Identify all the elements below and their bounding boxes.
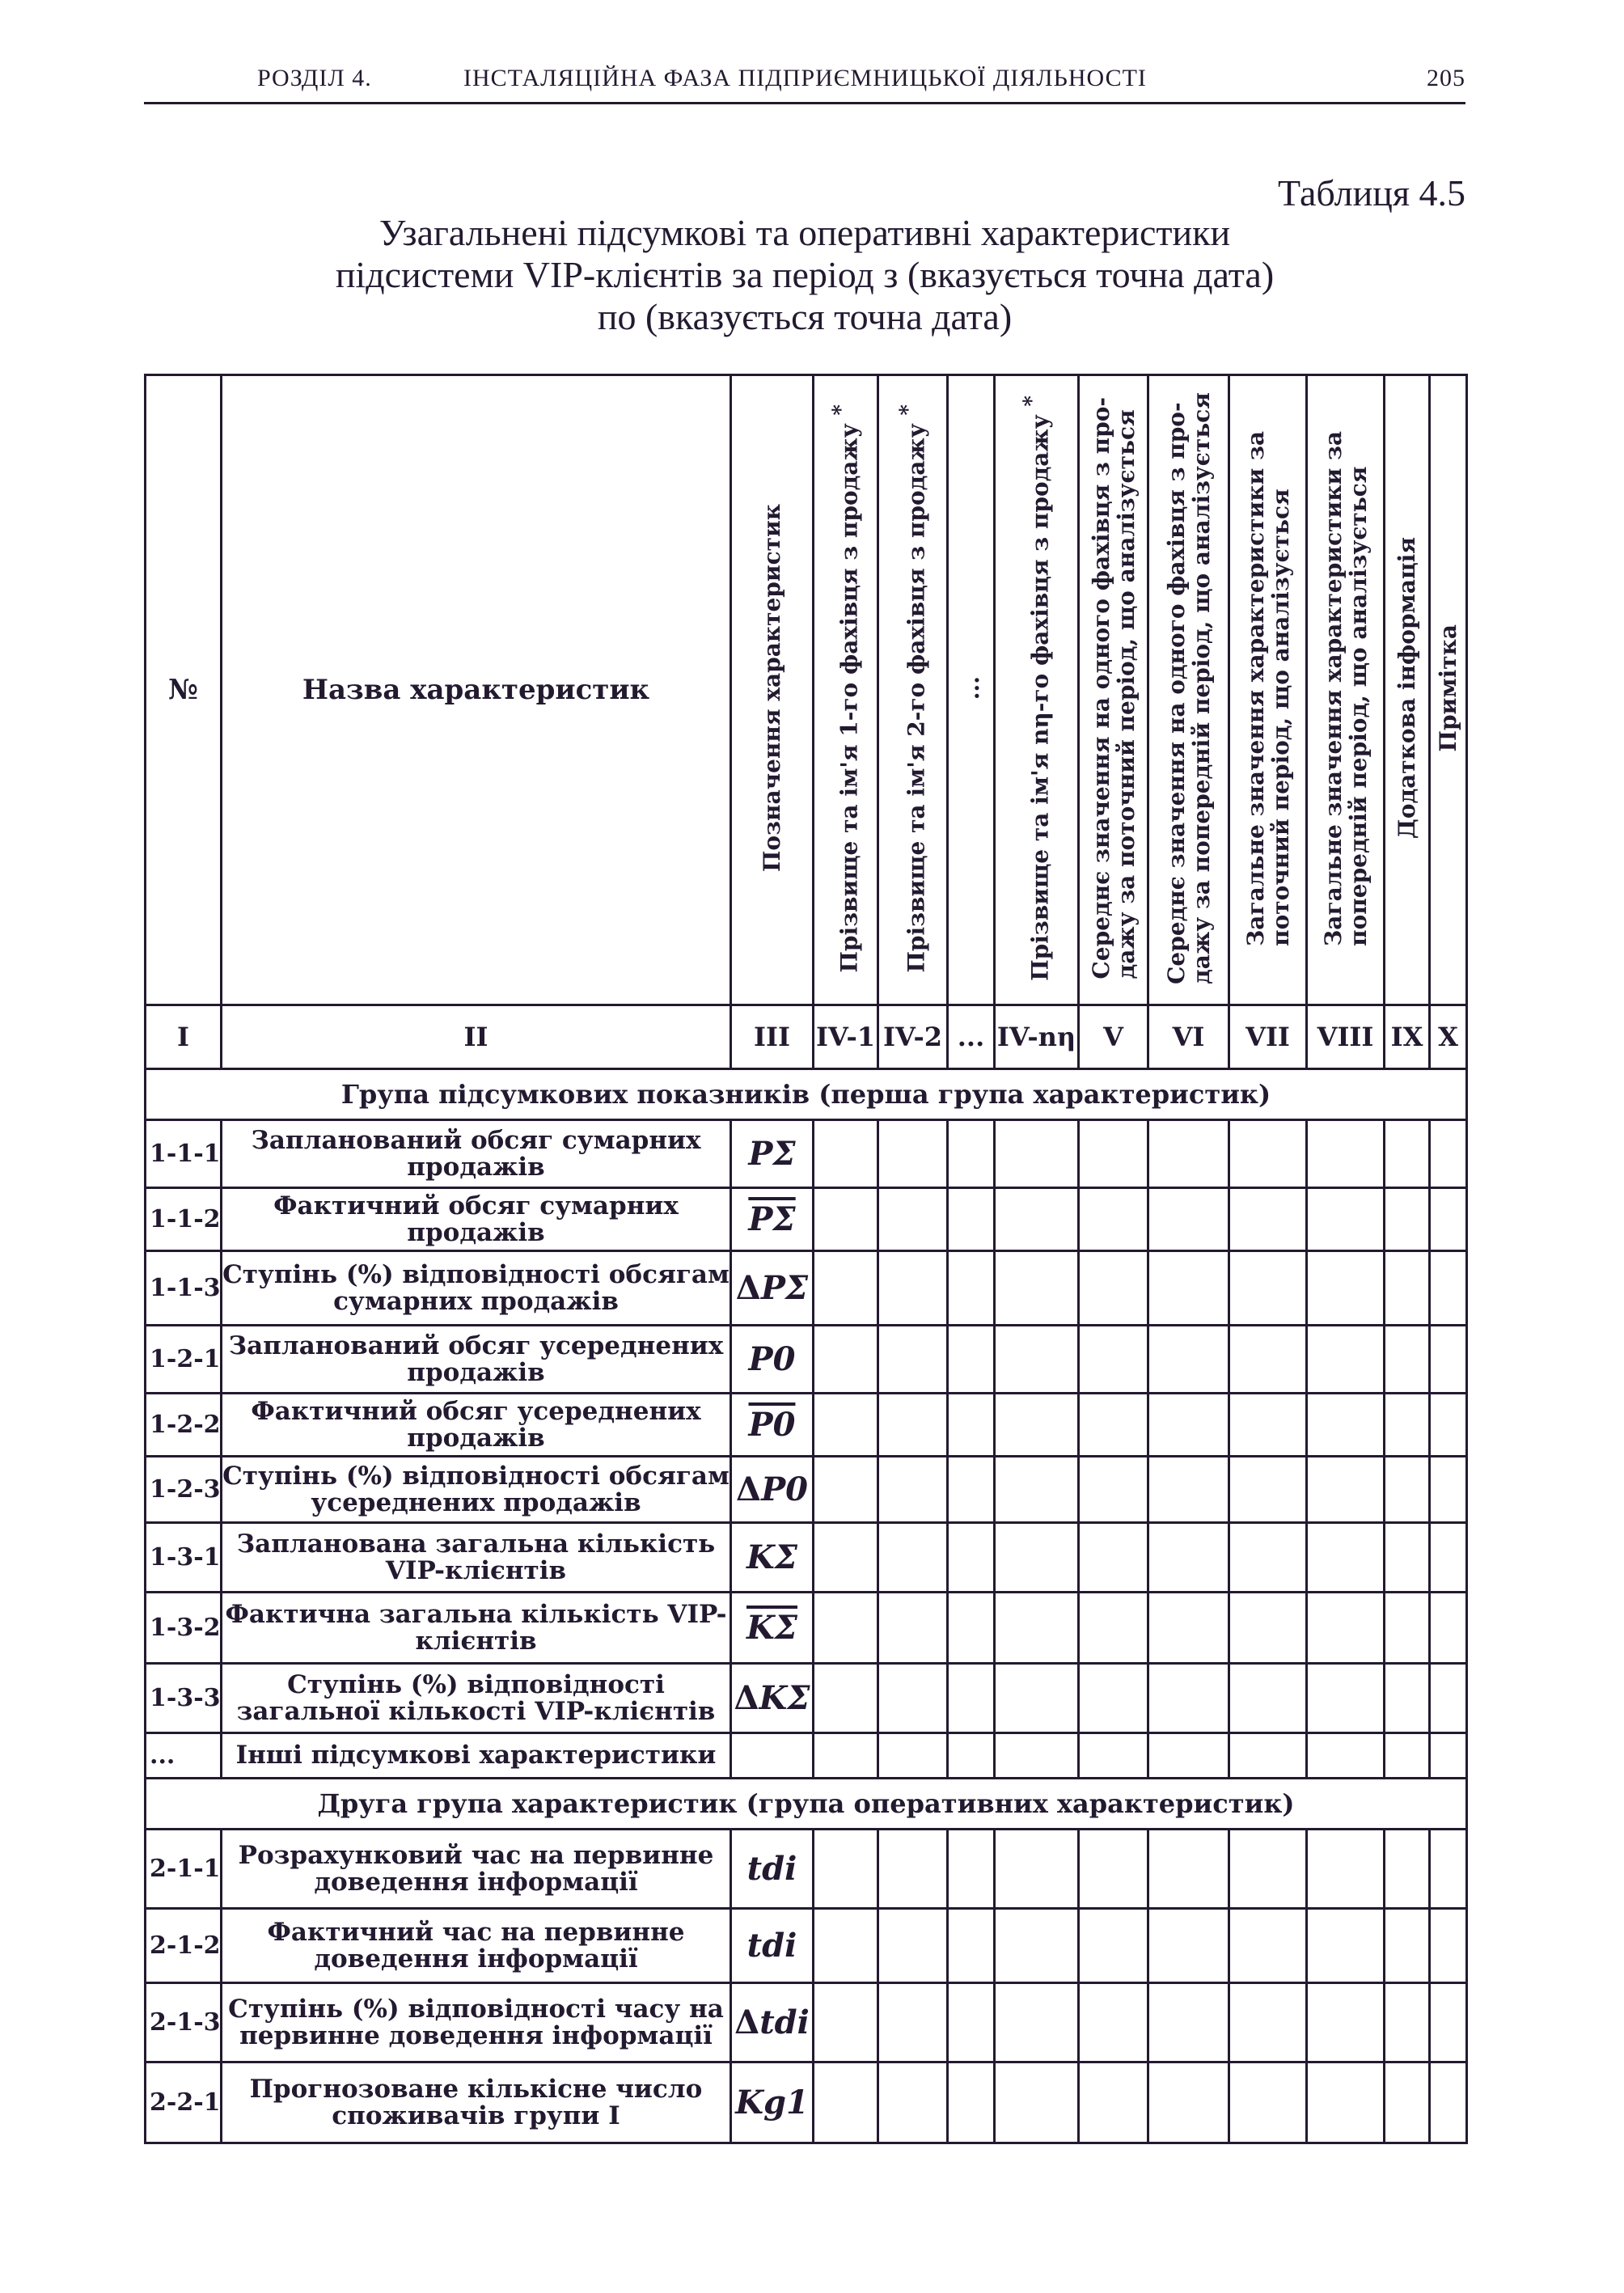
empty-cell: [814, 1983, 878, 2062]
empty-cell: [1430, 1593, 1467, 1664]
empty-cell: [1430, 1523, 1467, 1593]
empty-cell: [814, 1120, 878, 1188]
row-number: 2-1-2: [146, 1909, 222, 1983]
empty-cell: [948, 1983, 995, 2062]
empty-cell: [1430, 1664, 1467, 1733]
empty-cell: [1385, 2062, 1430, 2143]
header-note: Примітка: [1430, 375, 1467, 1005]
roman-cell: IX: [1385, 1005, 1430, 1069]
row-name: Фактичний час на первинне доведення інформації: [222, 1909, 731, 1983]
empty-cell: [995, 1394, 1079, 1457]
empty-cell: [814, 1733, 878, 1779]
empty-cell: [948, 2062, 995, 2143]
roman-cell: VIII: [1307, 1005, 1385, 1069]
empty-cell: [814, 1188, 878, 1251]
table-caption: [146, 212, 1464, 338]
empty-cell: [1385, 1457, 1430, 1523]
empty-cell: [1079, 1457, 1148, 1523]
group-row: [146, 1069, 1467, 1120]
row-symbol: Δ tdi: [731, 1983, 814, 2062]
row-name: Ступінь (%) відповідності загальної кількості VIP-клієнтів: [222, 1664, 731, 1733]
header-row: [146, 375, 1467, 1005]
empty-cell: [878, 1251, 948, 1326]
empty-cell: [948, 1830, 995, 1909]
empty-cell: [814, 1664, 878, 1733]
header-specialist-n: Прізвище та ім'я nη-го фахівця з продажу *: [995, 375, 1079, 1005]
header-avg-current: Середнє значення на одного фахівця з про- дажу за поточний період, що аналізується: [1079, 375, 1148, 1005]
empty-cell: [1385, 1909, 1430, 1983]
empty-cell: [1079, 1251, 1148, 1326]
roman-cell: VII: [1229, 1005, 1307, 1069]
row-name: Фактична загальна кількість VIP-клієнтів: [222, 1593, 731, 1664]
row-number: 1-2-2: [146, 1394, 222, 1457]
characteristics-table: [144, 374, 1468, 2144]
table-row: [146, 1457, 1467, 1523]
empty-cell: [995, 1664, 1079, 1733]
empty-cell: [1385, 1664, 1430, 1733]
empty-cell: [1148, 1523, 1229, 1593]
header-total-current: Загальне значення характеристики за поточний період, що аналізується: [1229, 375, 1307, 1005]
empty-cell: [1307, 1457, 1385, 1523]
row-name: Ступінь (%) відповідності часу на первинне доведення інформації: [222, 1983, 731, 2062]
empty-cell: [1430, 1909, 1467, 1983]
empty-cell: [1079, 1830, 1148, 1909]
row-name: Ступінь (%) відповідності обсягам усереднених продажів: [222, 1457, 731, 1523]
roman-numeral-row: [146, 1005, 1467, 1069]
row-name: Запланований обсяг сумарних продажів: [222, 1120, 731, 1188]
empty-cell: [1430, 1457, 1467, 1523]
empty-cell: [1079, 2062, 1148, 2143]
empty-cell: [814, 1909, 878, 1983]
empty-cell: [878, 1983, 948, 2062]
empty-cell: [1307, 1664, 1385, 1733]
table-row: [146, 1593, 1467, 1664]
running-header-chapter: ІНСТАЛЯЦІЙНА ФАЗА ПІДПРИЄМНИЦЬКОЇ ДІЯЛЬНОСТІ: [463, 65, 1147, 91]
empty-cell: [1307, 1326, 1385, 1394]
empty-cell: [878, 1593, 948, 1664]
table-row: [146, 2062, 1467, 2143]
empty-cell: [948, 1457, 995, 1523]
caption-line: підсистеми VIP-клієнтів за період з (вказується точна дата): [335, 254, 1275, 295]
table-row: [146, 1120, 1467, 1188]
empty-cell: [1430, 1326, 1467, 1394]
empty-cell: [1148, 1457, 1229, 1523]
row-number: 1-2-1: [146, 1326, 222, 1394]
empty-cell: [1430, 2062, 1467, 2143]
roman-cell: X: [1430, 1005, 1467, 1069]
empty-cell: [814, 1394, 878, 1457]
empty-cell: [995, 1120, 1079, 1188]
table-row: [146, 1830, 1467, 1909]
roman-cell: IV-1: [814, 1005, 878, 1069]
empty-cell: [1385, 1983, 1430, 2062]
empty-cell: [1148, 1326, 1229, 1394]
empty-cell: [1148, 1593, 1229, 1664]
empty-cell: [1079, 1523, 1148, 1593]
header-total-previous: Загальне значення характеристики за попередній період, що аналізується: [1307, 375, 1385, 1005]
empty-cell: [1079, 1733, 1148, 1779]
empty-cell: [948, 1733, 995, 1779]
empty-cell: [1430, 1983, 1467, 2062]
page-number: 205: [1427, 65, 1465, 91]
group-title: Друга група характеристик (група оперативних характеристик): [146, 1779, 1467, 1830]
roman-cell: I: [146, 1005, 222, 1069]
empty-cell: [1079, 1120, 1148, 1188]
empty-cell: [1229, 1457, 1307, 1523]
empty-cell: [1229, 1830, 1307, 1909]
empty-cell: [1079, 1664, 1148, 1733]
roman-cell: IV-2: [878, 1005, 948, 1069]
empty-cell: [1229, 2062, 1307, 2143]
empty-cell: [1430, 1733, 1467, 1779]
empty-cell: [995, 1326, 1079, 1394]
table-row: [146, 1326, 1467, 1394]
empty-cell: [948, 1664, 995, 1733]
header-specialist-1: Прізвище та ім'я 1-го фахівця з продажу *: [814, 375, 878, 1005]
row-name: Запланована загальна кількість VIP-клієнтів: [222, 1523, 731, 1593]
empty-cell: [1079, 1593, 1148, 1664]
row-number: ...: [146, 1733, 222, 1779]
empty-cell: [1229, 1909, 1307, 1983]
table-row: [146, 1983, 1467, 2062]
table-row: [146, 1394, 1467, 1457]
roman-cell: II: [222, 1005, 731, 1069]
empty-cell: [1385, 1830, 1430, 1909]
row-name: Фактичний обсяг сумарних продажів: [222, 1188, 731, 1251]
empty-cell: [1079, 1188, 1148, 1251]
row-symbol: Δ PΣ: [731, 1251, 814, 1326]
group-row: [146, 1779, 1467, 1830]
empty-cell: [1385, 1523, 1430, 1593]
roman-cell: III: [731, 1005, 814, 1069]
empty-cell: [878, 1909, 948, 1983]
empty-cell: [878, 1733, 948, 1779]
empty-cell: [1229, 1733, 1307, 1779]
roman-cell: VI: [1148, 1005, 1229, 1069]
row-symbol: P0: [731, 1326, 814, 1394]
empty-cell: [1430, 1120, 1467, 1188]
empty-cell: [1307, 1733, 1385, 1779]
row-number: 1-1-1: [146, 1120, 222, 1188]
empty-cell: [1079, 1326, 1148, 1394]
empty-cell: [995, 1188, 1079, 1251]
empty-cell: [878, 1394, 948, 1457]
empty-cell: [1229, 1394, 1307, 1457]
row-number: 2-2-1: [146, 2062, 222, 2143]
row-symbol: KΣ: [731, 1523, 814, 1593]
empty-cell: [1148, 1188, 1229, 1251]
empty-cell: [1148, 1664, 1229, 1733]
empty-cell: [814, 1830, 878, 1909]
empty-cell: [878, 2062, 948, 2143]
row-name: Запланований обсяг усереднених продажів: [222, 1326, 731, 1394]
empty-cell: [878, 1457, 948, 1523]
empty-cell: [1229, 1120, 1307, 1188]
empty-cell: [878, 1120, 948, 1188]
row-symbol: Kg1: [731, 2062, 814, 2143]
empty-cell: [1148, 1983, 1229, 2062]
empty-cell: [1148, 1830, 1229, 1909]
empty-cell: [1385, 1593, 1430, 1664]
empty-cell: [1385, 1394, 1430, 1457]
empty-cell: [1385, 1251, 1430, 1326]
empty-cell: [995, 1733, 1079, 1779]
empty-cell: [1385, 1188, 1430, 1251]
row-name: Ступінь (%) відповідності обсягам сумарних продажів: [222, 1251, 731, 1326]
empty-cell: [948, 1523, 995, 1593]
empty-cell: [1385, 1120, 1430, 1188]
row-number: 1-1-3: [146, 1251, 222, 1326]
empty-cell: [1229, 1251, 1307, 1326]
table-row: [146, 1733, 1467, 1779]
row-number: 1-3-1: [146, 1523, 222, 1593]
roman-cell: ...: [948, 1005, 995, 1069]
empty-cell: [814, 1326, 878, 1394]
row-number: 1-3-2: [146, 1593, 222, 1664]
empty-cell: [948, 1593, 995, 1664]
empty-cell: [1385, 1733, 1430, 1779]
table-row: [146, 1251, 1467, 1326]
header-no: №: [146, 375, 222, 1005]
row-symbol: [731, 1733, 814, 1779]
empty-cell: [995, 1251, 1079, 1326]
empty-cell: [1229, 1593, 1307, 1664]
empty-cell: [1307, 1983, 1385, 2062]
row-name: Прогнозоване кількісне число споживачів групи I: [222, 2062, 731, 2143]
empty-cell: [948, 1394, 995, 1457]
empty-cell: [1229, 1664, 1307, 1733]
row-symbol: Δ KΣ: [731, 1664, 814, 1733]
empty-cell: [995, 1593, 1079, 1664]
row-number: 1-3-3: [146, 1664, 222, 1733]
empty-cell: [1307, 1394, 1385, 1457]
empty-cell: [1307, 1251, 1385, 1326]
row-symbol: $\overline{P\Sigma}$: [731, 1188, 814, 1251]
empty-cell: [1430, 1830, 1467, 1909]
table-row: [146, 1523, 1467, 1593]
empty-cell: [814, 2062, 878, 2143]
row-symbol: $\overline{K\Sigma}$: [731, 1593, 814, 1664]
header-avg-previous: Середнє значення на одного фахівця з про- дажу за попередній період, що аналізується: [1148, 375, 1229, 1005]
empty-cell: [1307, 1593, 1385, 1664]
table-label: Таблиця 4.5: [1278, 172, 1465, 214]
empty-cell: [1430, 1394, 1467, 1457]
empty-cell: [995, 1457, 1079, 1523]
empty-cell: [1229, 1523, 1307, 1593]
empty-cell: [878, 1523, 948, 1593]
row-name: Фактичний обсяг усереднених продажів: [222, 1394, 731, 1457]
empty-cell: [814, 1251, 878, 1326]
empty-cell: [948, 1188, 995, 1251]
row-number: 1-1-2: [146, 1188, 222, 1251]
empty-cell: [1307, 2062, 1385, 2143]
empty-cell: [814, 1457, 878, 1523]
empty-cell: [1079, 1983, 1148, 2062]
caption-line: Узагальнені підсумкові та оперативні характеристики: [379, 212, 1231, 253]
header-specialist-2: Прізвище та ім'я 2-го фахівця з продажу *: [878, 375, 948, 1005]
row-number: 2-1-3: [146, 1983, 222, 2062]
empty-cell: [1307, 1830, 1385, 1909]
empty-cell: [995, 1983, 1079, 2062]
empty-cell: [878, 1326, 948, 1394]
roman-cell: IV-nη: [995, 1005, 1079, 1069]
empty-cell: [1148, 1733, 1229, 1779]
empty-cell: [1430, 1188, 1467, 1251]
running-header: [144, 57, 1465, 104]
empty-cell: [948, 1251, 995, 1326]
empty-cell: [995, 1909, 1079, 1983]
table-row: [146, 1664, 1467, 1733]
row-symbol: tdi: [731, 1830, 814, 1909]
empty-cell: [995, 2062, 1079, 2143]
row-symbol: tdi: [731, 1909, 814, 1983]
caption-line: по (вказується точна дата): [597, 296, 1013, 337]
empty-cell: [1148, 2062, 1229, 2143]
roman-cell: V: [1079, 1005, 1148, 1069]
empty-cell: [814, 1593, 878, 1664]
row-symbol: Δ P0: [731, 1457, 814, 1523]
header-additional: Додаткова інформація: [1385, 375, 1430, 1005]
empty-cell: [878, 1664, 948, 1733]
row-number: 1-2-3: [146, 1457, 222, 1523]
empty-cell: [1229, 1326, 1307, 1394]
empty-cell: [1307, 1909, 1385, 1983]
empty-cell: [1430, 1251, 1467, 1326]
row-name: Розрахунковий час на первинне доведення інформації: [222, 1830, 731, 1909]
empty-cell: [1148, 1251, 1229, 1326]
row-number: 2-1-1: [146, 1830, 222, 1909]
empty-cell: [1229, 1188, 1307, 1251]
empty-cell: [995, 1830, 1079, 1909]
empty-cell: [1148, 1120, 1229, 1188]
empty-cell: [814, 1523, 878, 1593]
header-designation: Позначення характеристик: [731, 375, 814, 1005]
empty-cell: [1079, 1394, 1148, 1457]
empty-cell: [948, 1120, 995, 1188]
empty-cell: [1385, 1326, 1430, 1394]
empty-cell: [1148, 1909, 1229, 1983]
empty-cell: [948, 1326, 995, 1394]
empty-cell: [878, 1188, 948, 1251]
row-name: Інші підсумкові характеристики: [222, 1733, 731, 1779]
table-row: [146, 1188, 1467, 1251]
row-symbol: P0: [731, 1394, 814, 1457]
empty-cell: [1307, 1120, 1385, 1188]
table-row: [146, 1909, 1467, 1983]
running-header-section: РОЗДІЛ 4.: [257, 65, 372, 91]
header-name: Назва характеристик: [222, 375, 731, 1005]
empty-cell: [995, 1523, 1079, 1593]
row-symbol: PΣ: [731, 1120, 814, 1188]
header-ellipsis: ...: [948, 375, 995, 1005]
empty-cell: [878, 1830, 948, 1909]
empty-cell: [1307, 1188, 1385, 1251]
empty-cell: [1229, 1983, 1307, 2062]
empty-cell: [1079, 1909, 1148, 1983]
empty-cell: [1148, 1394, 1229, 1457]
empty-cell: [948, 1909, 995, 1983]
group-title: Група підсумкових показників (перша група характеристик): [146, 1069, 1467, 1120]
empty-cell: [1307, 1523, 1385, 1593]
